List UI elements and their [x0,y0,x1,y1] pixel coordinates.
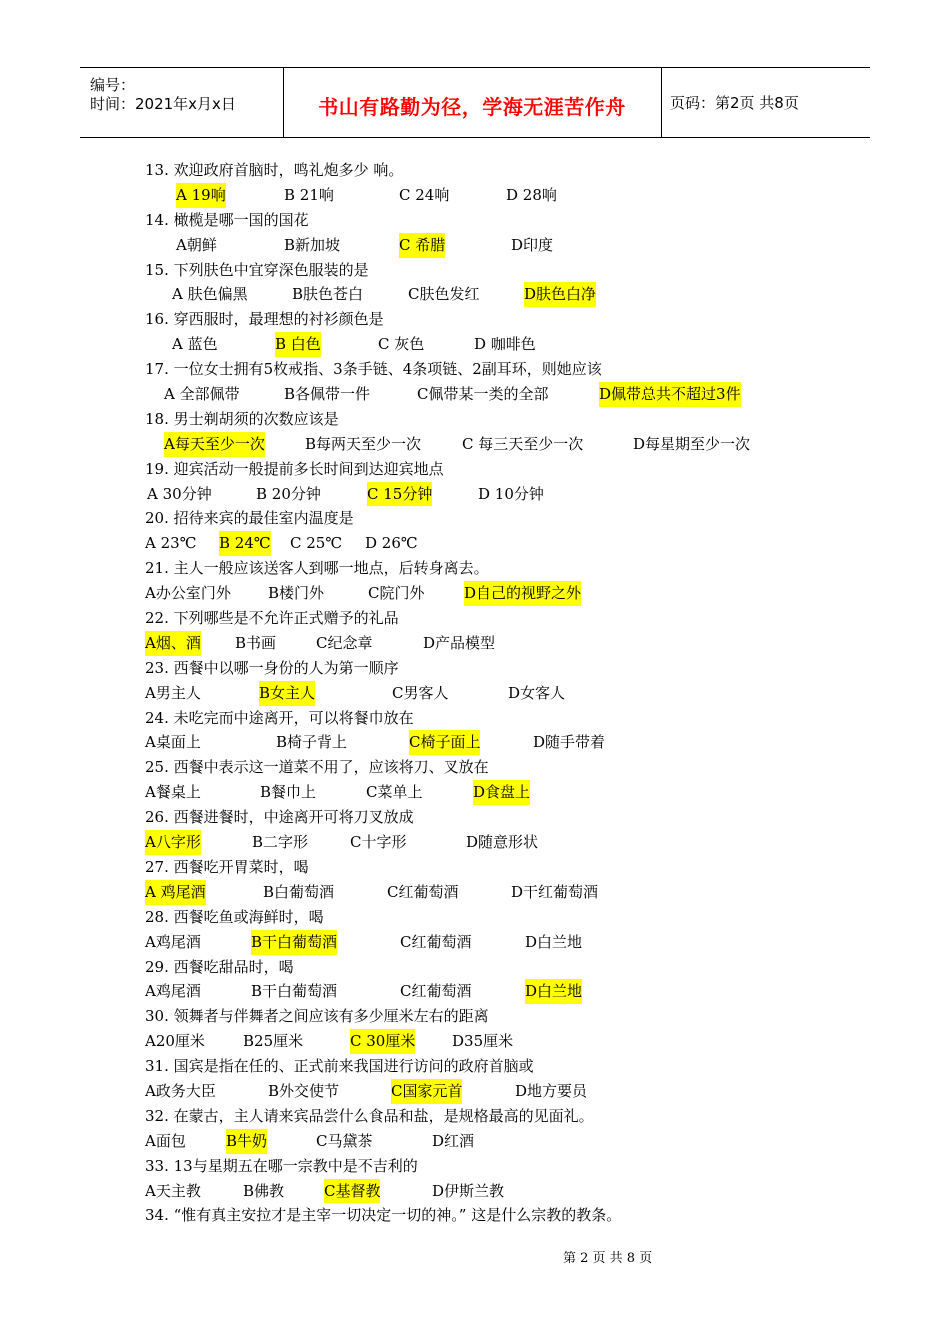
answer-option: C马黛茶 [316,1131,373,1150]
answer-option-highlighted: D佩带总共不超过3件 [599,382,741,407]
date-label: 时间：2021年x月x日 [90,95,236,113]
answer-option-highlighted: D白兰地 [525,979,582,1004]
answer-option: C佩带某一类的全部 [417,385,549,404]
options-line [0,581,950,606]
question-text: 31. 国宾是指在任的、正式前来我国进行访问的政府首脑或 [145,1057,534,1076]
answer-option: D干红葡萄酒 [511,882,599,901]
question-text: 25. 西餐中表示这一道菜不用了，应该将刀、叉放在 [145,758,489,777]
page-info: 页码：第2页 共8页 [670,94,799,112]
answer-option: B椅子背上 [276,733,348,752]
answer-option: D印度 [511,235,554,254]
answer-option-highlighted: C 希腊 [399,233,445,258]
answer-option: C男客人 [392,683,449,702]
question-text-line [0,407,950,432]
options-line [0,1079,950,1104]
question-text-line [0,357,950,382]
options-line [0,1179,950,1204]
answer-option-highlighted: B干白葡萄酒 [251,930,337,955]
options-line [0,880,950,905]
answer-option: D随手带着 [533,733,606,752]
question-text: 30. 领舞者与伴舞者之间应该有多少厘米左右的距离 [145,1007,489,1026]
answer-option: C院门外 [368,584,425,603]
options-line [0,183,950,208]
question-text: 20. 招待来宾的最佳室内温度是 [145,509,354,528]
options-line [0,631,950,656]
answer-option: B每两天至少一次 [305,434,422,453]
options-line [0,282,950,307]
options-line [0,780,950,805]
answer-option: D女客人 [508,683,566,702]
answer-option-highlighted: B 白色 [275,332,321,357]
question-text-line [0,556,950,581]
question-text: 28. 西餐吃鱼或海鲜时，喝 [145,907,324,926]
answer-option: A20厘米 [145,1032,205,1051]
answer-option: D 26℃ [365,534,418,553]
answer-option-highlighted: B 24℃ [219,531,271,556]
answer-option-highlighted: A每天至少一次 [164,432,265,457]
options-line [0,730,950,755]
answer-option-highlighted: A 19响 [176,183,226,208]
answer-option: A 30分钟 [147,484,212,503]
answer-option: C 24响 [399,185,450,204]
question-list [0,158,950,1228]
question-text: 16. 穿西服时，最理想的衬衫颜色是 [145,310,384,329]
options-line [0,979,950,1004]
page-header [80,67,870,138]
answer-option: B新加坡 [284,235,341,254]
answer-option: B肤色苍白 [292,285,364,304]
answer-option: B 21响 [284,185,334,204]
answer-option: A政务大臣 [145,1081,216,1100]
question-text: 29. 西餐吃甜品时，喝 [145,957,294,976]
answer-option-highlighted: C 30厘米 [350,1029,415,1054]
options-line [0,482,950,507]
footer-page-number: 第 2 页 共 8 页 [563,1251,653,1266]
answer-option: C 灰色 [378,335,425,354]
answer-option-highlighted: C椅子面上 [409,730,480,755]
answer-option: D红酒 [432,1131,475,1150]
answer-option: C十字形 [350,833,407,852]
answer-option: B25厘米 [243,1032,304,1051]
answer-option: D伊斯兰教 [432,1181,505,1200]
answer-option: B各佩带一件 [284,385,371,404]
question-text: 24. 未吃完而中途离开，可以将餐巾放在 [145,708,414,727]
answer-option-highlighted: C国家元首 [391,1079,462,1104]
options-line [0,930,950,955]
question-text-line [0,606,950,631]
question-text: 34. “惟有真主安拉才是主宰一切决定一切的神。” 这是什么宗教的教条。 [145,1206,622,1225]
answer-option: B外交使节 [268,1081,340,1100]
question-text: 33. 13与星期五在哪一宗教中是不吉利的 [145,1156,418,1175]
answer-option: B佛教 [243,1181,285,1200]
answer-option: D随意形状 [466,833,539,852]
answer-option: D地方要员 [515,1081,588,1100]
question-text-line [0,1054,950,1079]
header-right-cell [662,68,870,137]
question-text: 17. 一位女士拥有5枚戒指、3条手链、4条项链、2副耳环，则她应该 [145,360,602,379]
answer-option: A天主教 [145,1181,201,1200]
question-text-line [0,307,950,332]
question-text: 22. 下列哪些是不允许正式赠予的礼品 [145,609,399,628]
options-line [0,332,950,357]
answer-option: B二字形 [252,833,309,852]
answer-option-highlighted: B牛奶 [226,1129,267,1154]
answer-option: A鸡尾酒 [145,982,201,1001]
options-line [0,531,950,556]
answer-option-highlighted: C基督教 [324,1179,380,1204]
answer-option: B 20分钟 [256,484,321,503]
answer-option-highlighted: C 15分钟 [367,482,432,507]
options-line [0,233,950,258]
question-text: 19. 迎宾活动一般提前多长时间到达迎宾地点 [145,459,444,478]
answer-option: C 每三天至少一次 [462,434,584,453]
answer-option-highlighted: A 鸡尾酒 [145,880,206,905]
answer-option-highlighted: D食盘上 [473,780,530,805]
answer-option: A朝鲜 [176,235,217,254]
answer-option: C 25℃ [290,534,343,553]
answer-option: C红葡萄酒 [387,882,459,901]
answer-option: C菜单上 [366,783,423,802]
question-text: 23. 西餐中以哪一身份的人为第一顺序 [145,658,399,677]
answer-option: B干白葡萄酒 [251,982,338,1001]
question-text: 27. 西餐吃开胃菜时，喝 [145,857,309,876]
question-text-line [0,1203,950,1228]
answer-option: A 肤色偏黑 [172,285,248,304]
question-text-line [0,706,950,731]
question-text-line [0,905,950,930]
answer-option: B白葡萄酒 [263,882,335,901]
answer-option: D 咖啡色 [474,335,536,354]
answer-option: C肤色发红 [408,285,480,304]
question-text-line [0,855,950,880]
answer-option: C红葡萄酒 [400,982,472,1001]
answer-option: D产品模型 [423,633,496,652]
question-text-line [0,258,950,283]
answer-option: B书画 [235,633,277,652]
question-text-line [0,506,950,531]
answer-option-highlighted: A烟、酒 [145,631,201,656]
header-middle-cell [283,68,662,137]
question-text-line [0,1004,950,1029]
question-text: 21. 主人一般应该送客人到哪一地点，后转身离去。 [145,559,489,578]
question-text: 15. 下列肤色中宜穿深色服装的是 [145,260,369,279]
header-left-cell [80,68,284,137]
answer-option: A 蓝色 [172,335,218,354]
question-text-line [0,805,950,830]
question-text: 26. 西餐进餐时，中途离开可将刀叉放成 [145,808,414,827]
answer-option: A办公室门外 [145,584,231,603]
question-text-line [0,656,950,681]
answer-option: D白兰地 [525,932,583,951]
answer-option: A桌面上 [145,733,201,752]
question-text-line [0,1104,950,1129]
answer-option-highlighted: B女主人 [259,681,315,706]
answer-option-highlighted: D肤色白净 [524,282,596,307]
options-line [0,1129,950,1154]
answer-option: A 23℃ [145,534,197,553]
code-label: 编号： [90,76,136,94]
question-text-line [0,457,950,482]
motto: 书山有路勤为径，学海无涯苦作舟 [318,95,626,119]
question-text-line [0,208,950,233]
options-line [0,432,950,457]
answer-option: C纪念章 [316,633,373,652]
answer-option: B楼门外 [268,584,325,603]
answer-option-highlighted: D自己的视野之外 [464,581,581,606]
question-text-line [0,755,950,780]
question-text: 14. 橄榄是哪一国的国花 [145,210,309,229]
question-text-line [0,158,950,183]
options-line [0,830,950,855]
answer-option: C红葡萄酒 [400,932,472,951]
options-line [0,681,950,706]
question-text: 32. 在蒙古，主人请来宾品尝什么食品和盐，是规格最高的见面礼。 [145,1106,594,1125]
answer-option: A餐桌上 [145,783,201,802]
answer-option: D每星期至少一次 [633,434,751,453]
answer-option: A面包 [145,1131,186,1150]
question-text: 18. 男士剃胡须的次数应该是 [145,409,339,428]
answer-option-highlighted: A八字形 [145,830,201,855]
question-text-line [0,1154,950,1179]
answer-option: D35厘米 [452,1032,514,1051]
question-text-line [0,955,950,980]
answer-option: D 10分钟 [478,484,544,503]
answer-option: A男主人 [145,683,201,702]
question-text: 13. 欢迎政府首脑时，鸣礼炮多少 响。 [145,161,404,179]
answer-option: D 28响 [506,185,557,204]
answer-option: A 全部佩带 [164,385,240,404]
answer-option: B餐巾上 [260,783,317,802]
options-line [0,382,950,407]
options-line [0,1029,950,1054]
answer-option: A鸡尾酒 [145,932,201,951]
